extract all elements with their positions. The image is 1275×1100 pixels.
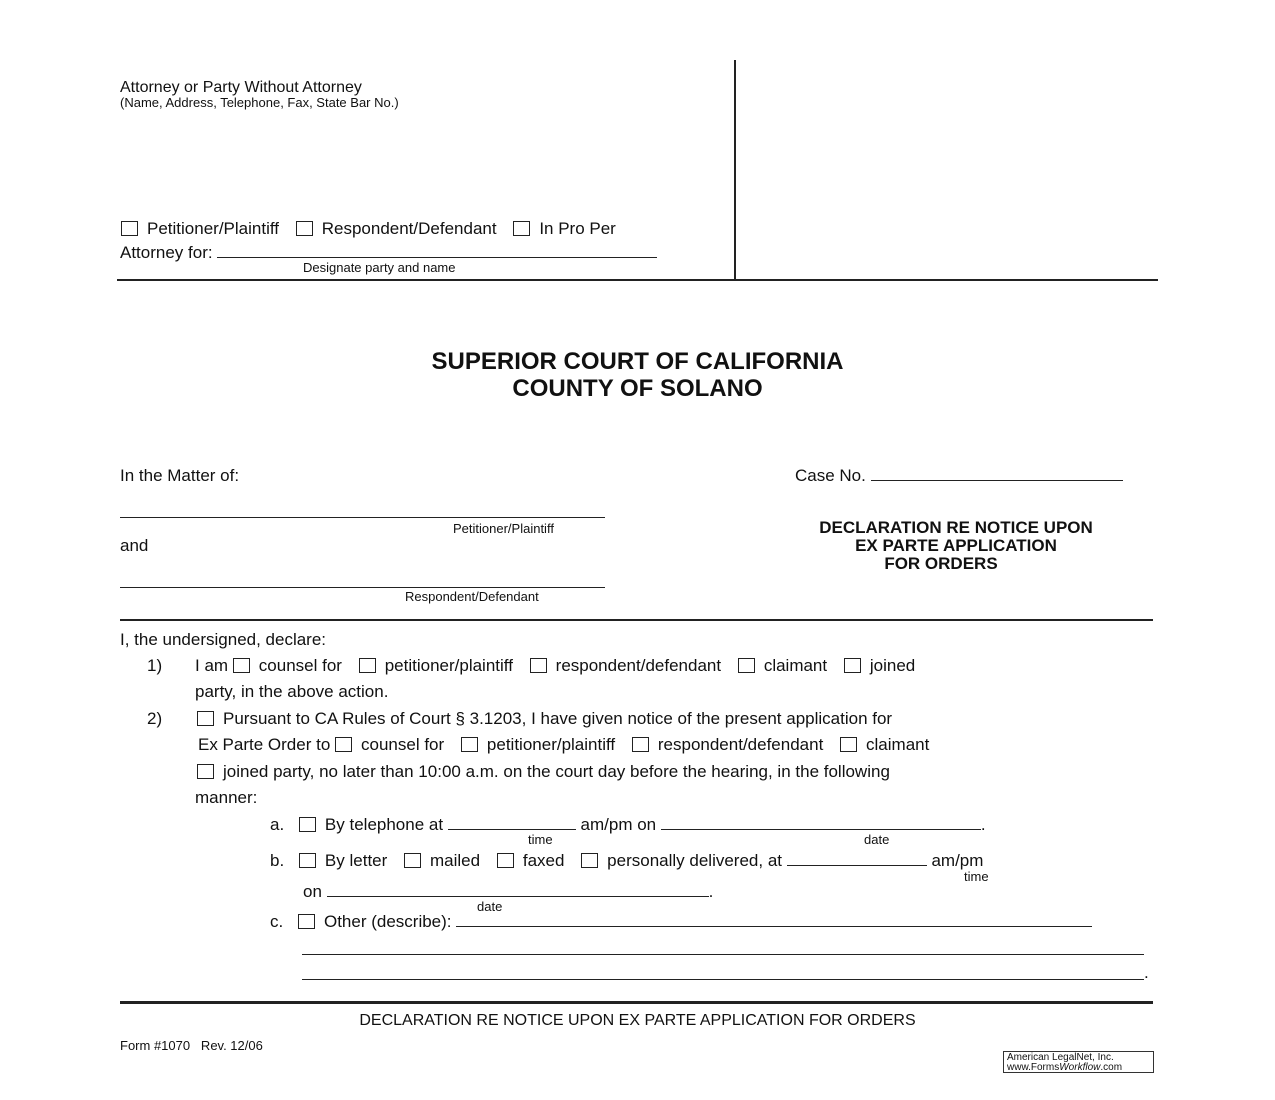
manner-label: manner: (195, 788, 258, 807)
petitioner-name-field[interactable] (120, 503, 605, 518)
letter-time-field[interactable] (787, 851, 927, 866)
option-c-letter: c. (270, 912, 284, 931)
attorney-for-field[interactable] (217, 243, 657, 258)
other-description-line-3[interactable] (302, 967, 1144, 980)
period: . (708, 882, 714, 901)
form-number: Form #1070 Rev. 12/06 (120, 1038, 263, 1053)
in-pro-per-label: In Pro Per (539, 219, 616, 238)
letter-label: By letter (324, 851, 388, 870)
other-description-line-2[interactable] (302, 942, 1144, 955)
telephone-time-caption: time (528, 832, 553, 847)
ex-parte-order-label: Ex Parte Order to (198, 735, 331, 754)
item2-row1 (197, 709, 892, 729)
item2-petitioner-label: petitioner/plaintiff (486, 735, 616, 754)
item2-joined-text: joined party, no later than 10:00 a.m. on the court day before the hearing, in the following (223, 762, 890, 781)
vendor-url-part: www.Forms (1007, 1062, 1060, 1073)
respondent-checkbox[interactable] (296, 221, 313, 236)
item1-respondent-checkbox[interactable] (530, 658, 547, 673)
telephone-ampm-label: am/pm on (580, 815, 657, 834)
petitioner-checkbox[interactable] (121, 221, 138, 236)
court-name: SUPERIOR COURT OF CALIFORNIA (431, 348, 844, 375)
letter-checkbox[interactable] (299, 853, 316, 868)
respondent-caption-label: Respondent/Defendant (405, 589, 539, 604)
faxed-label: faxed (522, 851, 565, 870)
item2-notice-text: , I have given notice of the present application for (521, 709, 893, 728)
personally-delivered-checkbox[interactable] (581, 853, 598, 868)
document-title-line: FOR ORDERS (884, 554, 998, 573)
item2-counsel-label: counsel for (361, 735, 445, 754)
and-label: and (120, 536, 149, 555)
document-title-line: EX PARTE APPLICATION (855, 536, 1057, 555)
vendor-stamp (1003, 1051, 1154, 1073)
respondent-label: Respondent/Defendant (321, 219, 497, 238)
letter-date-row (303, 882, 713, 902)
item1-respondent-label: respondent/defendant (555, 656, 722, 675)
item2-claimant-label: claimant (866, 735, 930, 754)
option-a-letter: a. (270, 815, 285, 834)
option-b-row (270, 851, 983, 871)
designate-label: Designate party and name (303, 260, 456, 275)
attorney-sublabel: (Name, Address, Telephone, Fax, State Bar No.) (120, 95, 399, 110)
personally-delivered-label: personally delivered, at (607, 851, 782, 870)
other-checkbox[interactable] (298, 914, 315, 929)
petitioner-caption-label: Petitioner/Plaintiff (453, 521, 554, 536)
letter-time-caption: time (964, 869, 989, 884)
case-no-label: Case No. (795, 466, 866, 485)
caption-bottom-rule (120, 619, 1153, 621)
header-vertical-divider (734, 60, 736, 280)
item1-petitioner-checkbox[interactable] (359, 658, 376, 673)
mailed-checkbox[interactable] (404, 853, 421, 868)
item1-counsel-checkbox[interactable] (233, 658, 250, 673)
item2-row3 (197, 762, 890, 782)
period: . (1144, 963, 1149, 982)
case-no-row (795, 466, 1123, 486)
period: . (980, 815, 986, 834)
vendor-url (1007, 1063, 1150, 1073)
telephone-label: By telephone at (324, 815, 444, 834)
item2-petitioner-checkbox[interactable] (461, 737, 478, 752)
mailed-label: mailed (430, 851, 481, 870)
declaration-intro: I, the undersigned, declare: (120, 630, 327, 649)
item2-pursuant-checkbox[interactable] (197, 711, 214, 726)
i-am-label: I am (195, 656, 229, 675)
letter-date-field[interactable] (327, 882, 709, 897)
footer-title: DECLARATION RE NOTICE UPON EX PARTE APPLICATION FOR ORDERS (359, 1012, 916, 1029)
item2-row2 (198, 735, 929, 755)
letter-ampm-label: am/pm (931, 851, 984, 870)
item2-counsel-checkbox[interactable] (335, 737, 352, 752)
vendor-name: American LegalNet, Inc. (1007, 1052, 1114, 1063)
letter-date-caption: date (477, 899, 503, 914)
telephone-date-caption: date (864, 832, 890, 847)
in-pro-per-checkbox[interactable] (513, 221, 530, 236)
option-b-letter: b. (270, 851, 285, 870)
party-options (121, 219, 616, 239)
item2-claimant-checkbox[interactable] (840, 737, 857, 752)
county-name: COUNTY OF SOLANO (512, 375, 763, 402)
telephone-date-field[interactable] (661, 815, 981, 830)
telephone-checkbox[interactable] (299, 817, 316, 832)
respondent-name-field[interactable] (120, 573, 605, 588)
petitioner-label: Petitioner/Plaintiff (147, 219, 279, 238)
document-title-line: DECLARATION RE NOTICE UPON (819, 518, 1093, 537)
item2-respondent-label: respondent/defendant (657, 735, 824, 754)
footer-rule (120, 1001, 1153, 1004)
item1-claimant-label: claimant (763, 656, 828, 675)
item1-continuation: party, in the above action. (195, 682, 389, 701)
item2-respondent-checkbox[interactable] (632, 737, 649, 752)
item2-rule-text: Pursuant to CA Rules of Court § 3.1203 (223, 709, 522, 728)
case-no-field[interactable] (871, 466, 1123, 481)
item1-row (195, 656, 915, 676)
on-label: on (303, 882, 322, 901)
header-bottom-rule (117, 279, 1158, 281)
item1-joined-label: joined (869, 656, 916, 675)
item1-petitioner-label: petitioner/plaintiff (384, 656, 513, 675)
faxed-checkbox[interactable] (497, 853, 514, 868)
matter-label: In the Matter of: (120, 466, 240, 485)
vendor-url-part: Workflow (1059, 1062, 1101, 1073)
telephone-time-field[interactable] (448, 815, 576, 830)
other-description-field[interactable] (456, 912, 1092, 927)
document-title (756, 519, 1156, 573)
option-c-row (270, 912, 1092, 932)
item2-joined-checkbox[interactable] (197, 764, 214, 779)
attorney-for-label: Attorney for: (120, 243, 213, 262)
other-label: Other (describe): (323, 912, 452, 931)
item1-counsel-label: counsel for (258, 656, 342, 675)
item2-number: 2) (147, 709, 163, 728)
item1-claimant-checkbox[interactable] (738, 658, 755, 673)
vendor-url-part: .com (1100, 1062, 1123, 1073)
item1-number: 1) (147, 656, 163, 675)
attorney-label: Attorney or Party Without Attorney (120, 79, 362, 96)
item1-joined-checkbox[interactable] (844, 658, 861, 673)
